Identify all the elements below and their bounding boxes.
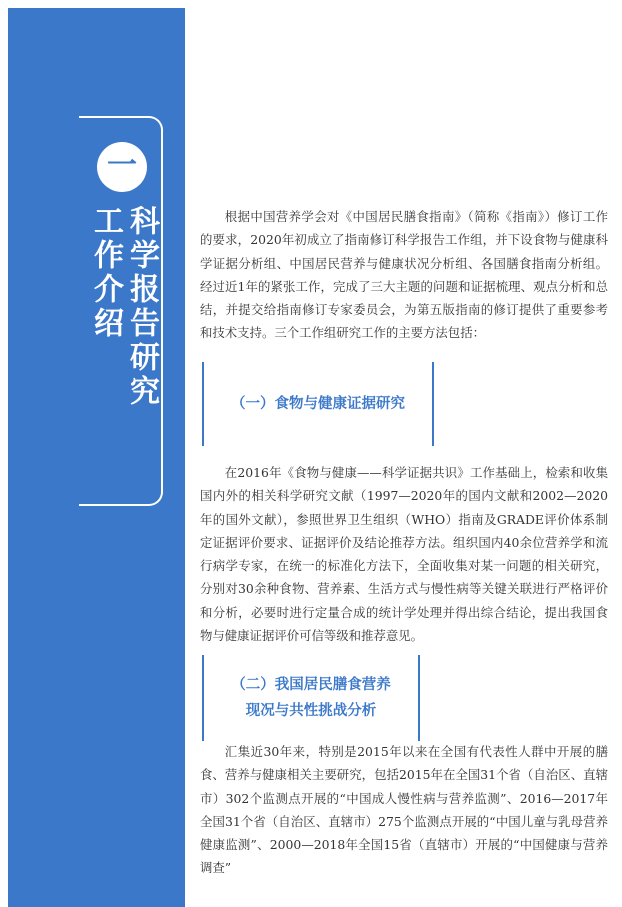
intro-paragraph: 根据中国营养学会对《中国居民膳食指南》（简称《指南》）修订工作的要求，2020年初成立了指南修订科学报告工作组，并下设食物与健康科学证据分析组、中国居民营养与健康状况分析组、各国膳食指南分析组。经过近1年的紧张工作，完成了三大主题的问题和证据梳理、观点分析和总结，并提交给指南修订专家委员会，为第五版指南的修订提供了重要参考和技术支持。三个工作组研究工作的主要方法包括： (200, 209, 608, 341)
section2-title-line2: 现况与共性挑战分析 (245, 703, 377, 719)
section2-paragraph: 汇集近30年来，特别是2015年以来在全国有代表性人群中开展的膳食、营养与健康相关主要研究，包括2015年在全国31个省（自治区、直辖市）302个监测点开展的“中国成人慢性病与营养监测”、2016—2017年全国31个省（自治区、直辖市）275个监测点开展的“中国儿童与乳母营养健康监测”、2000—2018年全国15省（直辖市）开展的“中国健康与营养调查” (200, 744, 608, 876)
section2-title (204, 672, 418, 724)
chapter-title-line1: 科学报告研究 (124, 205, 159, 409)
chapter-number-badge: 一 (97, 142, 147, 192)
section1-title: （一）食物与健康证据研究 (231, 396, 405, 412)
section2-title-line1: （二）我国居民膳食营养 (231, 677, 391, 693)
section2-heading-box (202, 655, 420, 741)
section1-paragraph: 在2016年《食物与健康——科学证据共识》工作基础上，检索和收集国内外的相关科学研究文献（1997—2020年的国内文献和2002—2020年的国外文献），参照世界卫生组织（WHO）指南及GRADE评价体系制定证据评价要求、证据评价及结论推荐方法。组织国内40余位营养学和流行病学专家，在统一的标准化方法下，全面收集对某一问题的相关研究，分别对30余种食物、营养素、生活方式与慢性病等关键关联进行严格评价和分析，必要时进行定量合成的统计学处理并得出综合结论，提出我国食物与健康证据评价可信等级和推荐意见。 (200, 465, 608, 644)
section1-heading-box (202, 362, 434, 446)
chapter-title-line2: 工作介绍 (88, 205, 123, 341)
